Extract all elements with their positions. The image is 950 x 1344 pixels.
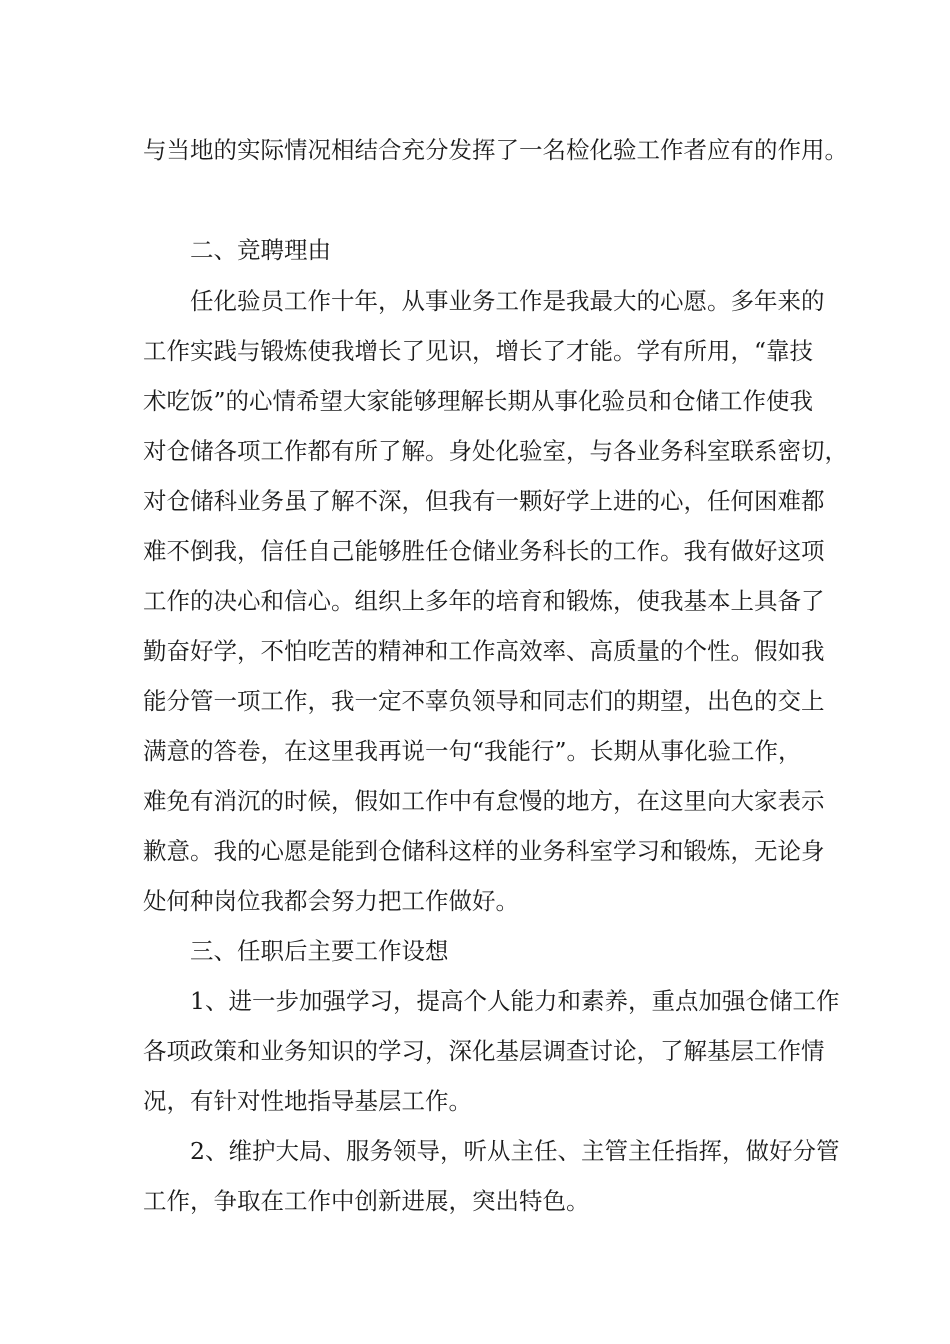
paragraph-continuation-line: 与当地的实际情况相结合充分发挥了一名检化验工作者应有的作用。 xyxy=(143,136,848,164)
section-heading-work-plan: 三、任职后主要工作设想 xyxy=(190,937,449,965)
list-item-line: 2、维护大局、服务领导，听从主任、主管主任指挥，做好分管 xyxy=(190,1137,840,1165)
list-item-line: 1、进一步加强学习，提高个人能力和素养，重点加强仓储工作 xyxy=(190,987,840,1015)
paragraph-line: 工作的决心和信心。组织上多年的培育和锻炼，使我基本上具备了 xyxy=(143,587,825,615)
paragraph-line: 对仓储各项工作都有所了解。身处化验室，与各业务科室联系密切， xyxy=(143,437,848,465)
paragraph-line: 术吃饭”的心情希望大家能够理解长期从事化验员和仓储工作使我 xyxy=(143,387,814,415)
paragraph-line: 勤奋好学，不怕吃苦的精神和工作高效率、高质量的个性。假如我 xyxy=(143,637,825,665)
list-item-line: 各项政策和业务知识的学习，深化基层调查讨论，了解基层工作情 xyxy=(143,1037,825,1065)
list-item-line: 况，有针对性地指导基层工作。 xyxy=(143,1087,472,1115)
paragraph-line: 歉意。我的心愿是能到仓储科这样的业务科室学习和锻炼，无论身 xyxy=(143,837,825,865)
paragraph-line: 工作实践与锻炼使我增长了见识，增长了才能。学有所用，“靠技 xyxy=(143,337,814,365)
list-item-line: 工作，争取在工作中创新进展，突出特色。 xyxy=(143,1187,590,1215)
paragraph-line: 对仓储科业务虽了解不深，但我有一颗好学上进的心，任何困难都 xyxy=(143,487,825,515)
section-heading-competition-reason: 二、竞聘理由 xyxy=(190,236,331,264)
paragraph-line: 任化验员工作十年，从事业务工作是我最大的心愿。多年来的 xyxy=(190,287,825,315)
paragraph-line: 难免有消沉的时候，假如工作中有怠慢的地方，在这里向大家表示 xyxy=(143,787,825,815)
paragraph-line: 处何种岗位我都会努力把工作做好。 xyxy=(143,887,519,915)
paragraph-line: 难不倒我，信任自己能够胜任仓储业务科长的工作。我有做好这项 xyxy=(143,537,825,565)
paragraph-line: 满意的答卷，在这里我再说一句“我能行”。长期从事化验工作， xyxy=(143,737,802,765)
paragraph-line: 能分管一项工作，我一定不辜负领导和同志们的期望，出色的交上 xyxy=(143,687,825,715)
